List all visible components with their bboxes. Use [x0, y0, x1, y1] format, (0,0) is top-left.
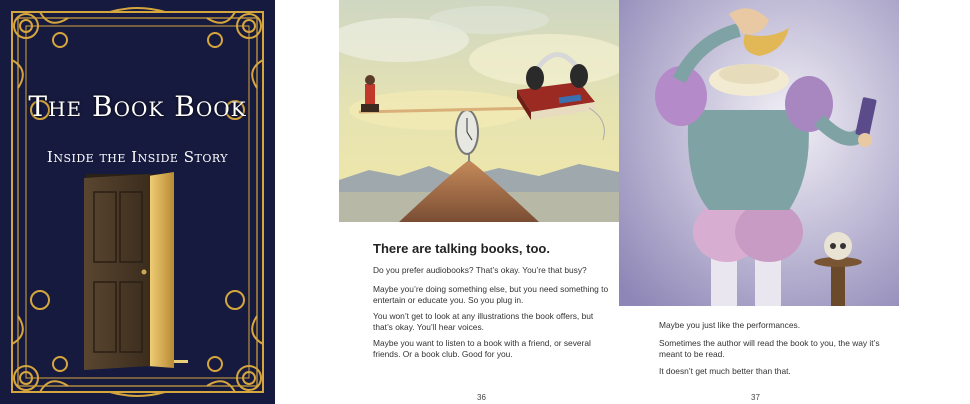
paragraph: Maybe you’re doing something else, but you need something to entertain or educate you. So you plug in. [373, 284, 609, 305]
character-illustration [619, 0, 899, 306]
paragraph: Maybe you just like the performances. [659, 320, 801, 330]
surreal-illustration [339, 0, 619, 222]
book-cover [0, 0, 275, 404]
page-number: 36 [477, 393, 486, 402]
paragraph: Do you prefer audiobooks? That’s okay. You’re that busy? [373, 265, 587, 275]
paragraph: You won’t get to look at any illustrations the book offers, but that’s okay. You’ll hear voices. [373, 311, 594, 332]
cover-title: The Book Book [28, 90, 247, 123]
page-heading: There are talking books, too. [373, 241, 550, 256]
cover-subtitle: Inside the Inside Story [46, 148, 229, 166]
paragraph: It doesn’t get much better than that. [659, 366, 791, 376]
paragraph: Maybe you want to listen to a book with a friend, or several friends. Or a book club. Good for you. [373, 338, 591, 359]
paragraph: Sometimes the author will read the book to you, the way it’s meant to be read. [659, 338, 880, 359]
page-37 [619, 0, 899, 404]
door-illustration [78, 172, 188, 372]
page-36 [339, 0, 619, 404]
page-number: 37 [751, 393, 760, 402]
